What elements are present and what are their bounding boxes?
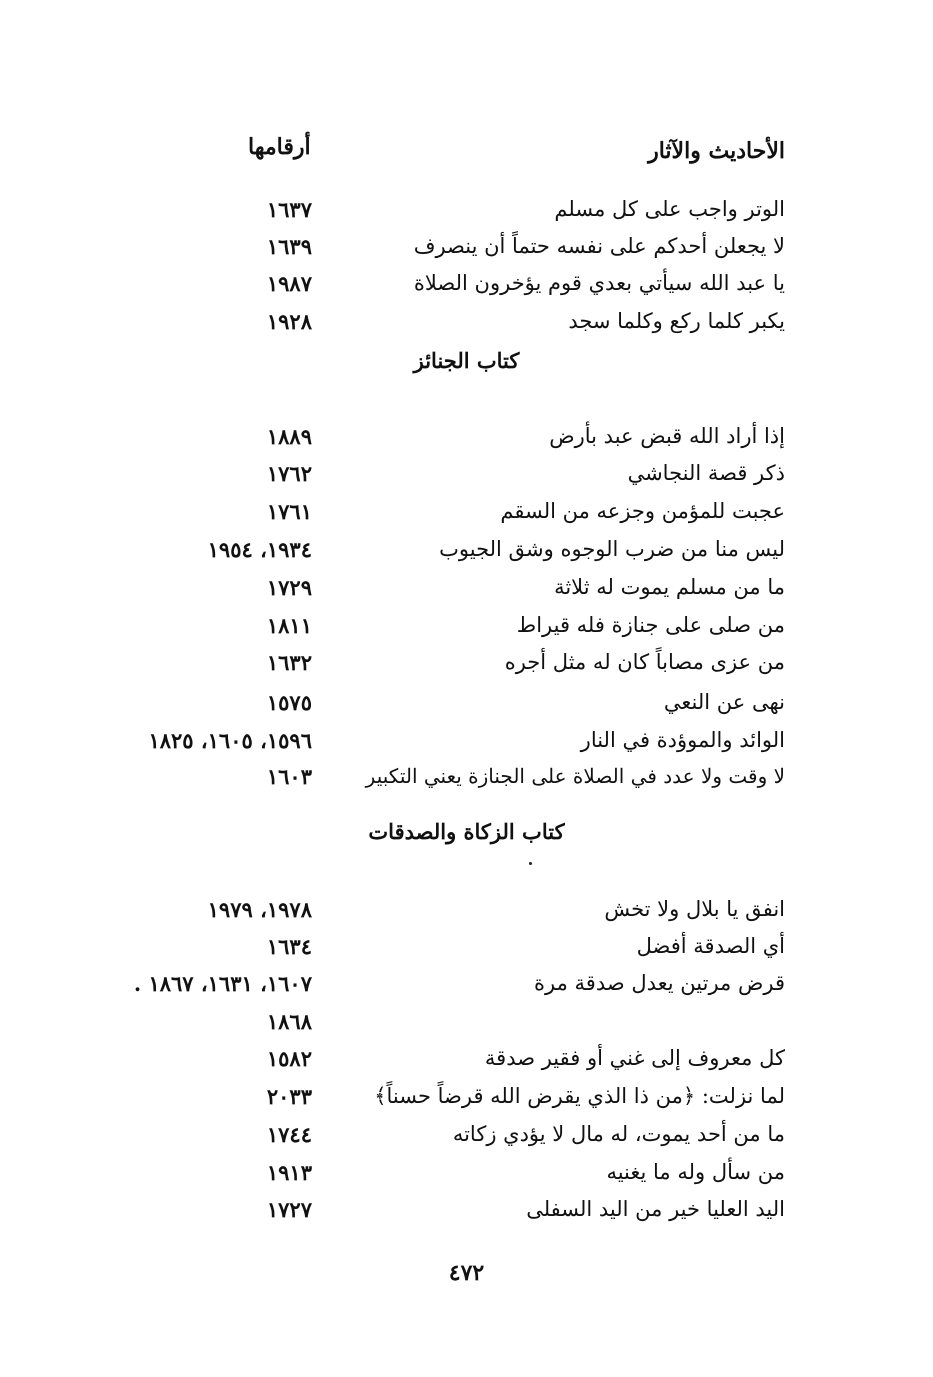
hadith-text: يا عبد الله سيأتي بعدي قوم يؤخرون الصلاة (413, 271, 785, 295)
hadith-numbers: ١٩٨٧ (266, 271, 312, 296)
hadith-numbers: ١٨١١ (266, 613, 312, 638)
hadith-numbers: ١٧٢٧ (266, 1197, 312, 1222)
hadith-text: لا وقت ولا عدد في الصلاة على الجنازة يعني التكبير (365, 764, 785, 788)
hadith-text: يكبر كلما ركع وكلما سجد (568, 309, 785, 333)
hadith-text: نهى عن النعي (663, 690, 785, 714)
hadith-numbers: ١٩١٣ (266, 1160, 312, 1185)
hadith-numbers: ٢٠٣٣ (266, 1084, 312, 1109)
hadith-text: اليد العليا خير من اليد السفلى (526, 1197, 785, 1221)
hadith-numbers: ١٥٩٦، ١٦٠٥، ١٨٢٥ (148, 728, 312, 753)
hadith-numbers: ١٩٧٨، ١٩٧٩ (207, 897, 312, 922)
column-header-hadiths: الأحاديث والآثار (648, 138, 785, 164)
hadith-numbers: ١٧٦٢ (266, 461, 312, 486)
hadith-numbers: ١٧٤٤ (266, 1122, 312, 1147)
hadith-numbers: ١٦٠٧، ١٦٣١، ١٨٦٧ . (133, 971, 312, 996)
hadith-text: من عزى مصاباً كان له مثل أجره (504, 650, 785, 674)
hadith-text: انفق يا بلال ولا تخش (604, 897, 785, 921)
hadith-numbers: ١٩٣٤، ١٩٥٤ (207, 537, 312, 562)
hadith-numbers: ١٨٨٩ (266, 424, 312, 449)
section-title-zakat: كتاب الزكاة والصدقات (368, 819, 565, 844)
hadith-text: من صلى على جنازة فله قيراط (516, 613, 785, 637)
hadith-numbers: ١٦٣٧ (266, 197, 312, 222)
hadith-numbers: ١٨٦٨ (266, 1009, 312, 1034)
hadith-numbers: ١٦٣٤ (266, 934, 312, 959)
stray-mark (529, 862, 532, 865)
hadith-text: كل معروف إلى غني أو فقير صدقة (484, 1046, 785, 1070)
page-number: ٤٧٢ (448, 1260, 485, 1286)
hadith-text: من سأل وله ما يغنيه (606, 1160, 785, 1184)
hadith-numbers: ١٥٧٥ (266, 690, 312, 715)
hadith-numbers: ١٦٣٩ (266, 234, 312, 259)
hadith-text: الوتر واجب على كل مسلم (554, 197, 785, 221)
hadith-numbers: ١٧٦١ (266, 499, 312, 524)
hadith-numbers: ١٥٨٢ (266, 1046, 312, 1071)
hadith-text: لما نزلت: ﴿من ذا الذي يقرض الله قرضاً حسناً﴾ (374, 1084, 785, 1108)
hadith-text: إذا أراد الله قبض عبد بأرض (549, 424, 785, 448)
hadith-text: قرض مرتين يعدل صدقة مرة (534, 971, 785, 995)
hadith-text: ذكر قصة النجاشي (627, 461, 785, 485)
column-header-numbers: أرقامها (248, 134, 311, 160)
hadith-text: أي الصدقة أفضل (636, 934, 785, 958)
hadith-numbers: ١٧٢٩ (266, 575, 312, 600)
hadith-text: ما من أحد يموت، له مال لا يؤدي زكاته (452, 1122, 785, 1146)
hadith-text: عجبت للمؤمن وجزعه من السقم (500, 499, 785, 523)
section-title-funerals: كتاب الجنائز (413, 348, 520, 373)
hadith-text: لا يجعلن أحدكم على نفسه حتماً أن ينصرف (413, 234, 785, 258)
hadith-numbers: ١٩٢٨ (266, 309, 312, 334)
hadith-text: الوائد والموؤدة في النار (580, 728, 785, 752)
hadith-numbers: ١٦٠٣ (266, 764, 312, 789)
hadith-text: ليس منا من ضرب الوجوه وشق الجيوب (439, 537, 785, 561)
hadith-text: ما من مسلم يموت له ثلاثة (554, 575, 785, 599)
hadith-numbers: ١٦٣٢ (266, 650, 312, 675)
